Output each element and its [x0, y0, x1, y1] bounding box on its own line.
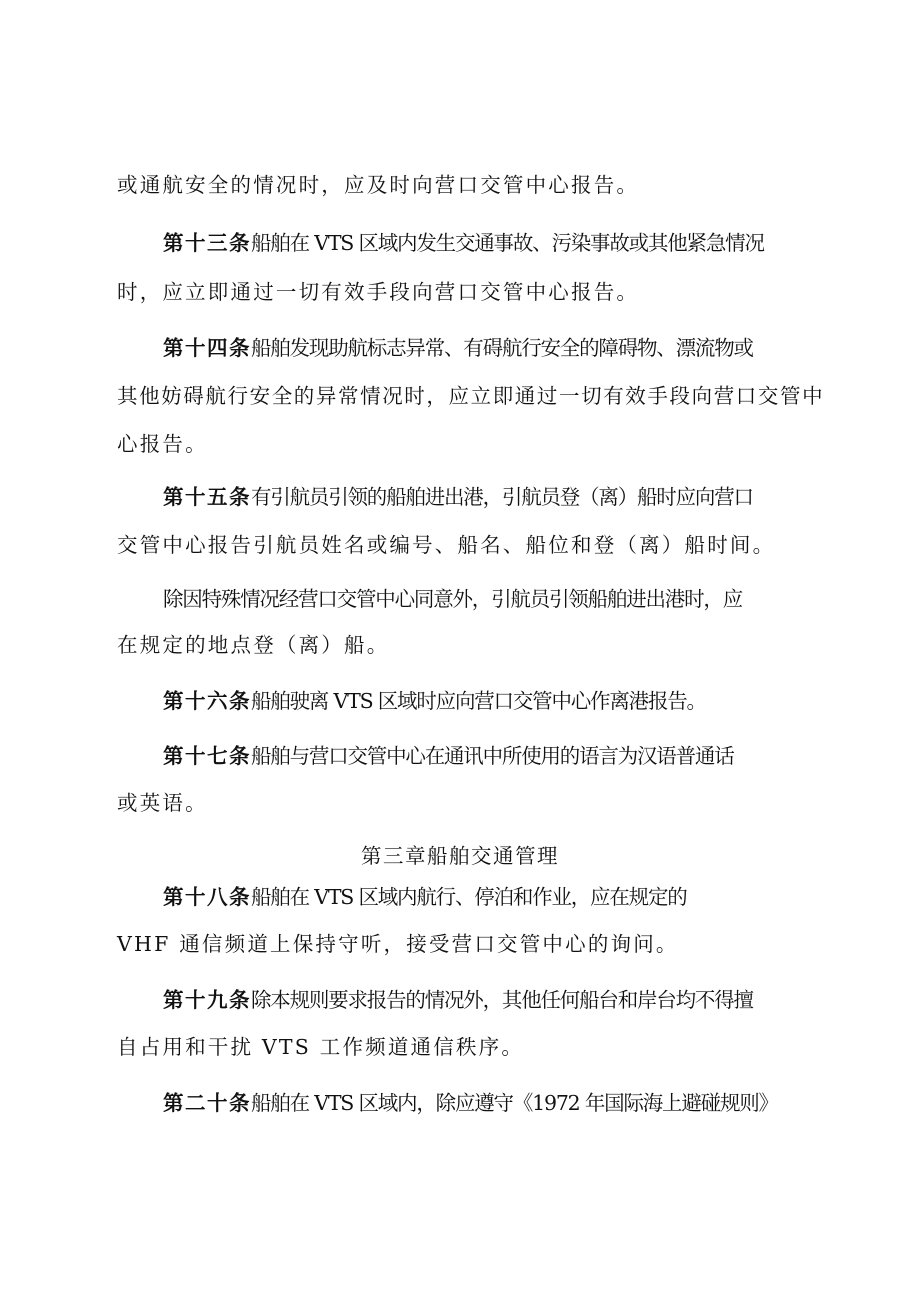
text-line: 在规定的地点登（离）船。	[117, 633, 390, 657]
article-14-line-3	[117, 429, 817, 459]
text-line: 或英语。	[117, 791, 208, 815]
text-line: 除因特殊情况经营口交管中心同意外，引航员引领船舶进出港时，应	[163, 587, 742, 611]
text-line: 或通航安全的情况时，应及时向营口交管中心报告。	[117, 173, 640, 197]
text-line: 船舶在 VTS 区域内发生交通事故、污染事故或其他紧急情况	[251, 231, 764, 255]
article-label: 第二十条	[163, 1091, 251, 1115]
text-line: 船舶驶离 VTS 区域时应向营口交管中心作离港报告。	[251, 689, 706, 713]
text-line: 船舶与营口交管中心在通讯中所使用的语言为汉语普通话	[251, 744, 734, 768]
article-19-line-2	[117, 1032, 817, 1062]
article-label: 第十四条	[163, 336, 251, 360]
article-16	[163, 686, 863, 716]
article-15	[163, 482, 863, 512]
article-13	[163, 228, 863, 258]
article-18	[163, 882, 863, 912]
article-18-line-2	[117, 929, 817, 959]
text-line: 船舶发现助航标志异常、有碍航行安全的障碍物、漂流物或	[251, 336, 753, 360]
article-13-line-2	[117, 277, 817, 307]
text-line: 其他妨碍航行安全的异常情况时，应立即通过一切有效手段向营口交管中	[117, 384, 825, 408]
article-17-line-2	[117, 788, 817, 818]
chapter-heading: 第三章船舶交通管理	[361, 844, 559, 868]
text-line: 船舶在 VTS 区域内，除应遵守《1972 年国际海上避碰规则》	[251, 1091, 778, 1115]
article-15-line-2	[117, 530, 817, 560]
article-19	[163, 985, 863, 1015]
article-label: 第十七条	[163, 744, 251, 768]
article-17	[163, 741, 863, 771]
text-line: 自占用和干扰 VTS 工作频道通信秩序。	[117, 1035, 525, 1059]
text-line: 时，应立即通过一切有效手段向营口交管中心报告。	[117, 280, 640, 304]
article-20	[163, 1088, 863, 1118]
paragraph-continuation	[117, 170, 817, 200]
article-label: 第十六条	[163, 689, 251, 713]
article-14-line-2	[117, 381, 825, 411]
text-line: 心报告。	[117, 432, 208, 456]
text-line: 除本规则要求报告的情况外，其他任何船台和岸台均不得擅	[251, 988, 753, 1012]
text-line: 船舶在 VTS 区域内航行、停泊和作业，应在规定的	[251, 885, 687, 909]
article-14	[163, 333, 863, 363]
article-15-paragraph-2-line-2	[117, 630, 817, 660]
article-15-paragraph-2	[163, 584, 863, 614]
article-label: 第十三条	[163, 231, 251, 255]
text-line: 有引航员引领的船舶进出港，引航员登（离）船时应向营口	[251, 485, 753, 509]
article-label: 第十五条	[163, 485, 251, 509]
article-label: 第十九条	[163, 988, 251, 1012]
text-line: VHF 通信频道上保持守听，接受营口交管中心的询问。	[117, 932, 679, 956]
text-line: 交管中心报告引航员姓名或编号、船名、船位和登（离）船时间。	[117, 533, 776, 557]
article-label: 第十八条	[163, 885, 251, 909]
